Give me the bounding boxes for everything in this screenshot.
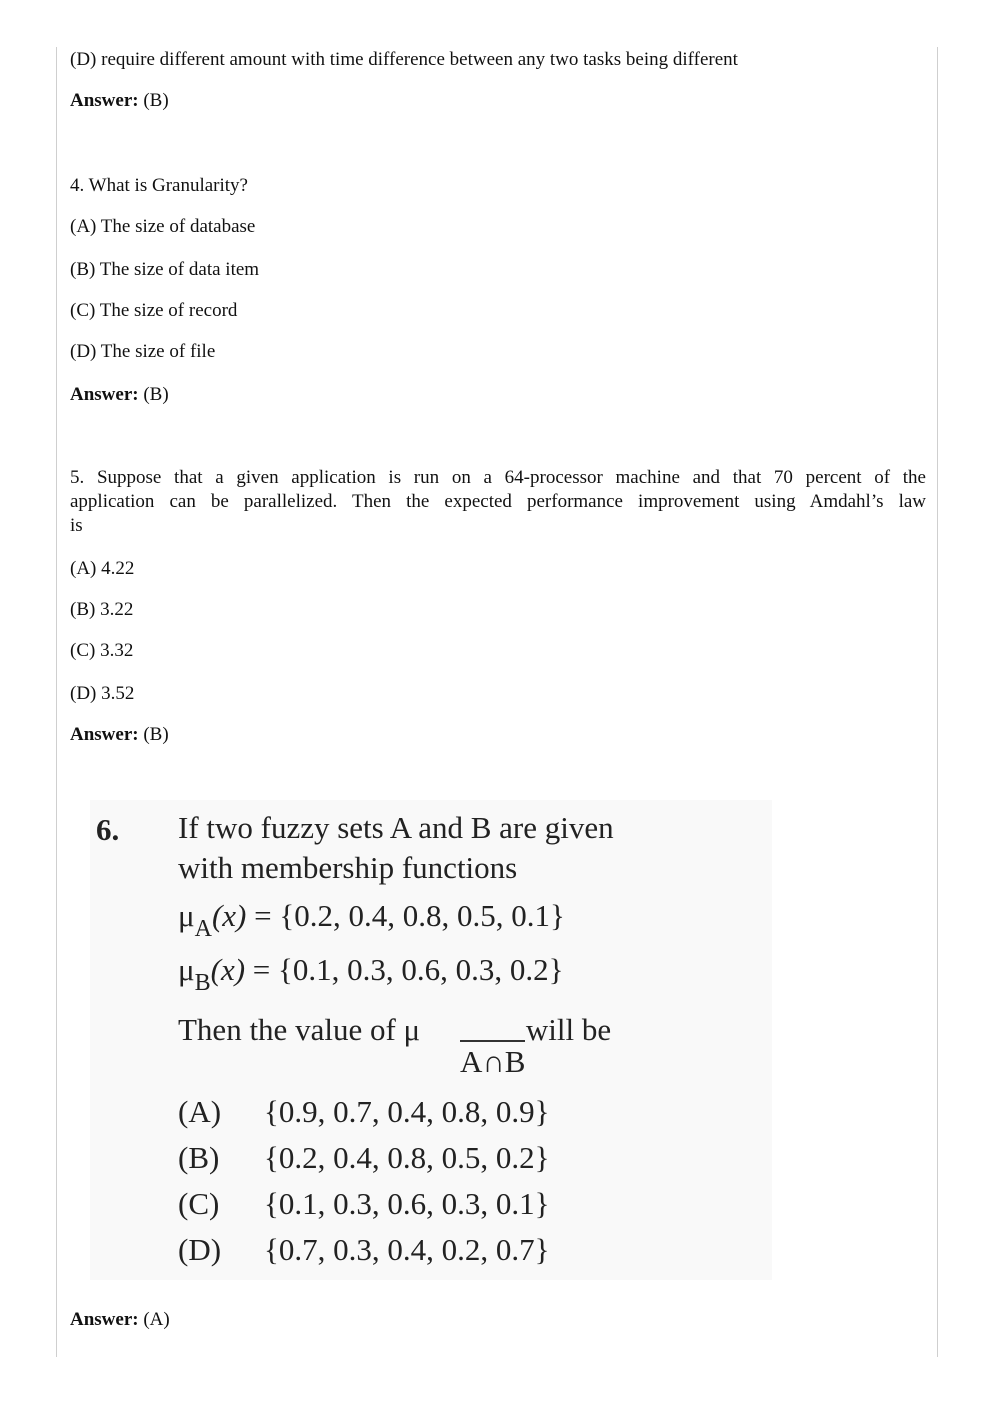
mu-symbol: μ [178, 952, 195, 987]
q4-option-a: (A) The size of database [70, 216, 256, 237]
option-value: {0.7, 0.3, 0.4, 0.2, 0.7} [264, 1232, 550, 1267]
option-letter: (A) [178, 1094, 222, 1129]
q6-number: 6. [96, 812, 120, 847]
q6-mu-a [178, 896, 565, 942]
mu-symbol: μ [178, 898, 195, 933]
then-text: Then the value of μ [178, 1012, 421, 1047]
q4-option-b: (B) The size of data item [70, 259, 260, 280]
q5-answer [70, 723, 169, 747]
x-argument: (x) [210, 952, 246, 987]
x-argument: (x) [211, 898, 247, 933]
q5-question-line2: application can be parallelized. Then the expected performance improvement using Amdahl’s law [70, 491, 926, 512]
option-value: {0.2, 0.4, 0.8, 0.5, 0.2} [264, 1140, 550, 1175]
q6-mu-b [178, 950, 564, 996]
set-a-values: = {0.2, 0.4, 0.8, 0.5, 0.1} [246, 898, 565, 933]
subscript-b: B [194, 970, 211, 996]
option-letter: (B) [178, 1140, 220, 1175]
q6-line1: If two fuzzy sets A and B are given [178, 810, 614, 845]
answer-label: Answer: [70, 90, 139, 111]
answer-label: Answer: [70, 384, 139, 405]
q6-scanned-question [90, 800, 772, 1280]
answer-value: (B) [138, 724, 169, 745]
subscript-a: A [194, 916, 212, 942]
q4-option-c: (C) The size of record [70, 300, 238, 321]
option-value: {0.1, 0.3, 0.6, 0.3, 0.1} [264, 1186, 550, 1221]
q6-option-b [178, 1138, 550, 1178]
q3-option-d: (D) require different amount with time difference between any two tasks being different [70, 49, 738, 70]
answer-label: Answer: [70, 1309, 139, 1330]
answer-label: Answer: [70, 724, 139, 745]
q4-option-d: (D) The size of file [70, 341, 216, 362]
q5-option-c: (C) 3.32 [70, 640, 134, 661]
set-b-values: = {0.1, 0.3, 0.6, 0.3, 0.2} [245, 952, 564, 987]
q6-answer [70, 1308, 170, 1332]
option-letter: (D) [178, 1232, 222, 1267]
q6-option-d [178, 1230, 550, 1270]
option-value: {0.9, 0.7, 0.4, 0.8, 0.9} [264, 1094, 550, 1129]
q5-option-a: (A) 4.22 [70, 558, 135, 579]
q4-answer [70, 383, 169, 407]
answer-value: (B) [138, 90, 169, 111]
q6-then-line [178, 1010, 611, 1050]
q5-question-line1: 5. Suppose that a given application is run on a 64-processor machine and that 70 percent of the [70, 467, 926, 488]
option-letter: (C) [178, 1186, 220, 1221]
q6-option-c [178, 1184, 550, 1224]
q6-option-a [178, 1092, 550, 1132]
q3-answer [70, 89, 169, 113]
complement-intersection: A∩B [460, 1040, 525, 1080]
q5-option-d: (D) 3.52 [70, 683, 135, 704]
answer-value: (B) [138, 384, 169, 405]
answer-value: (A) [138, 1309, 170, 1330]
will-be-text: will be [525, 1012, 612, 1047]
q5-option-b: (B) 3.22 [70, 599, 134, 620]
q6-line2: with membership functions [178, 850, 518, 885]
q5-question-line3: is [70, 515, 83, 536]
q4-question: 4. What is Granularity? [70, 175, 248, 196]
